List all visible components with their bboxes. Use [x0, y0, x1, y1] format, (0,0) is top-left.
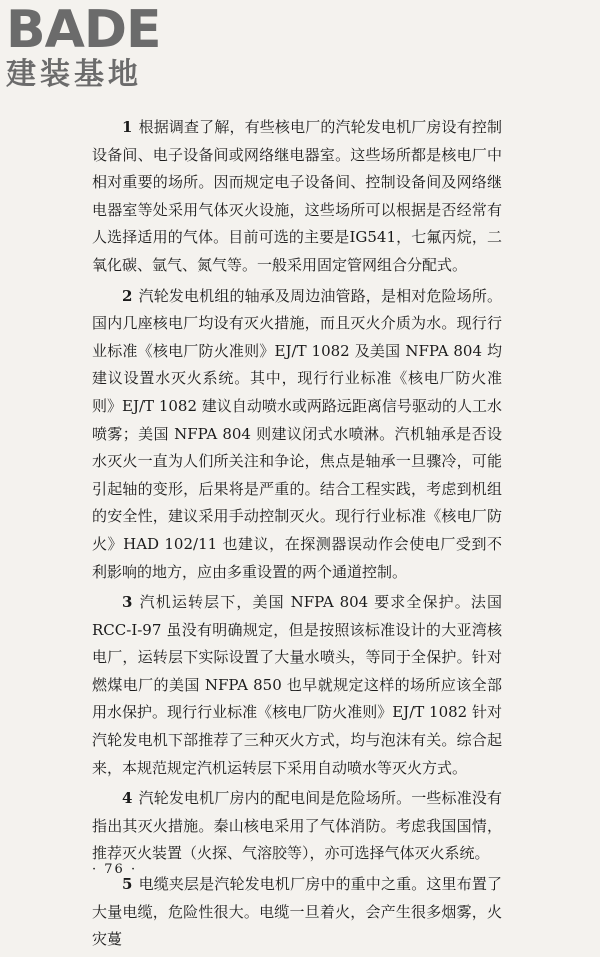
paragraph-number: 2 — [122, 286, 133, 305]
logo-wordmark: BADE — [6, 0, 161, 60]
paragraph-number: 1 — [122, 118, 133, 136]
document-body — [92, 114, 502, 957]
paragraph-number: 3 — [122, 593, 133, 612]
paragraph-3 — [92, 589, 502, 782]
logo-subtitle: 建装基地 — [6, 57, 142, 92]
paragraph-2 — [92, 283, 502, 587]
paragraph-text: 汽轮发电机厂房内的配电间是危险场所。一些标准没有指出其灭火措施。秦山核电采用了气体消防。考虑我国国情，推荐灭火装置（火探、气溶胶等），亦可选择气体灭火系统。 — [92, 789, 502, 863]
paragraph-text: 汽机运转层下，美国 NFPA 804 要求全保护。法国 RCC-I-97 虽没有明确规定，但是按照该标准设计的大亚湾核电厂，运转层下实际设置了大量水喷头，等同于全保护。针对燃煤电厂的美国 NFPA 850 也早就规定这样的场所应该全部用水保护。现行行业标准《核电厂防火准则》EJ/T 1082 针对汽轮发电机下部推荐了三种灭火方式，均与泡沫有关。综合起来，本规范规定汽机运转层下采用自动喷水等灭火方式。 — [92, 593, 502, 777]
paragraph-text: 根据调查了解，有些核电厂的汽轮发电机厂房设有控制设备间、电子设备间或网络继电器室。这些场所都是核电厂中相对重要的场所。因而规定电子设备间、控制设备间及网络继电器室等处采用气体灭火设施，这些场所可以根据是否经常有人选择适用的气体。目前可选的主要是IG541，七氟丙烷，二氧化碳、氩气、氮气等。一般采用固定管网组合分配式。 — [92, 118, 502, 274]
paragraph-number: 4 — [122, 789, 133, 808]
paragraph-1 — [92, 114, 502, 280]
paragraph-number: 5 — [122, 875, 133, 894]
paragraph-4 — [92, 785, 502, 868]
paragraph-text: 汽轮发电机组的轴承及周边油管路，是相对危险场所。国内几座核电厂均设有灭火措施，而且灭火介质为水。现行行业标准《核电厂防火准则》EJ/T 1082 及美国 NFPA 804 均建议设置水灭火系统。其中，现行行业标准《核电厂防火准则》EJ/T 1082 建议自动喷水或两路远距离信号驱动的人工水喷雾；美国 NFPA 804 则建议闭式水喷淋。汽机轴承是否设水灭火一直为人们所关注和争论，焦点是轴承一旦骤冷，可能引起轴的变形，后果将是严重的。结合工程实践，考虑到机组的安全性，建议采用手动控制灭火。现行行业标准《核电厂防火》HAD 102/11 也建议，在探测器误动作会使电厂受到不利影响的地方，应由多重设置的两个通道控制。 — [92, 286, 502, 581]
page-number: · 76 · — [92, 862, 138, 877]
paragraph-text: 电缆夹层是汽轮发电机厂房中的重中之重。这里布置了大量电缆，危险性很大。电缆一旦着火，会产生很多烟雾，火灾蔓 — [92, 875, 502, 949]
brand-logo — [6, 0, 176, 92]
paragraph-5 — [92, 871, 502, 954]
